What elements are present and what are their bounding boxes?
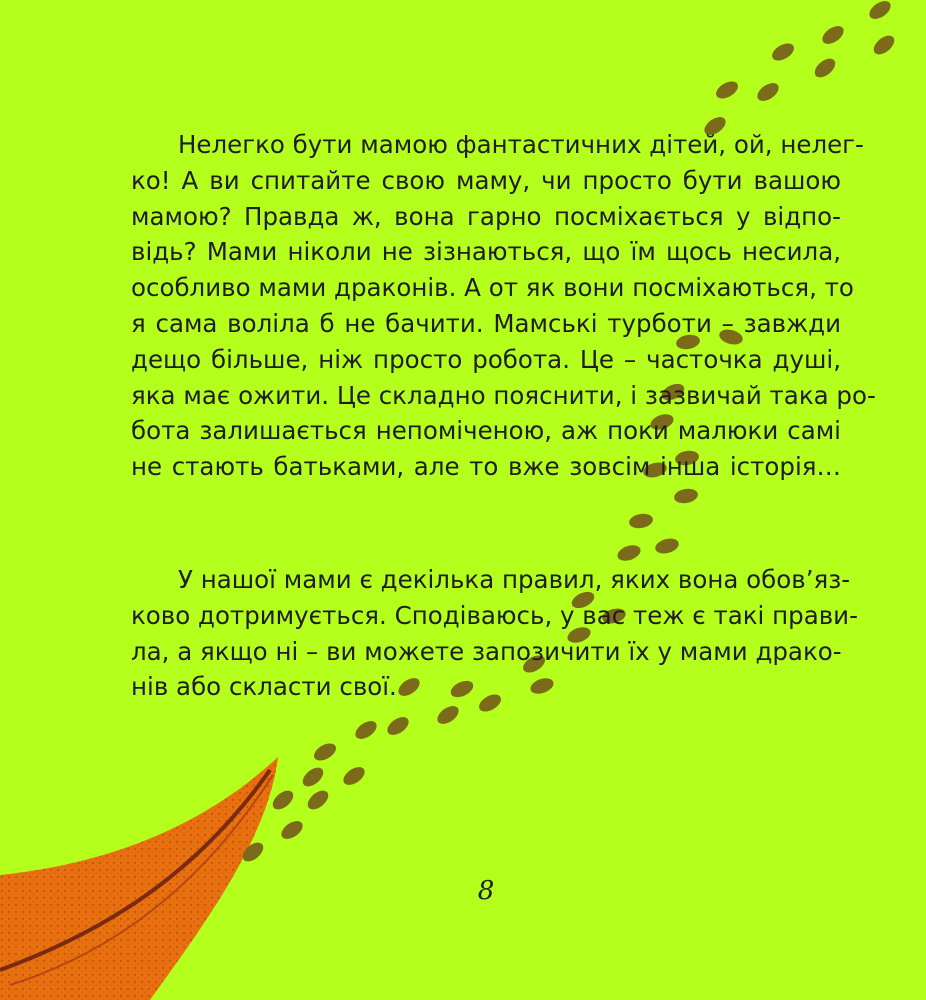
footprint-mark [340, 763, 368, 788]
footprint-mark [384, 713, 412, 738]
text-line: яка має ожити. Це складно пояснити, і зазвичай така ро- [131, 380, 876, 410]
footprint-mark [628, 512, 654, 530]
text-line: особливо мами драконів. А от як вони посміхаються, то [131, 273, 854, 303]
footprint-mark [299, 764, 326, 790]
footprint-mark [754, 79, 782, 104]
paragraph-2 [131, 562, 858, 705]
footprint-mark [269, 787, 296, 813]
footprint-mark [769, 40, 797, 64]
text-line: ла, а якщо ні – ви можете запозичити їх у мами драко- [131, 636, 842, 666]
footprint-mark [866, 0, 894, 23]
text-line: ково дотримується. Сподіваюсь, у вас теж є такі прави- [131, 600, 858, 630]
footprint-mark [673, 487, 699, 505]
text-line: мамою? Правда ж, вона гарно посміхається у відпо- [131, 201, 841, 231]
footprint-mark [304, 787, 331, 813]
text-line: бота залишається непоміченою, аж поки малюки самі [131, 416, 841, 446]
text-line: дещо більше, ніж просто робота. Це – часточка душі, [131, 344, 841, 374]
footprint-mark [713, 78, 741, 102]
text-line: У нашої мами є декілька правил, яких вона обов’яз- [178, 565, 851, 594]
footprint-mark [870, 32, 897, 58]
text-line: Нелегко бути мамою фантастичних дітей, ой, нелег- [178, 130, 864, 159]
paragraph-1 [131, 127, 876, 485]
footprint-mark [434, 702, 462, 727]
footprint-mark [311, 740, 339, 764]
footprint-mark [654, 536, 681, 556]
text-line: я сама воліла б не бачити. Мамські турботи – завжди [131, 308, 841, 338]
text-line: не стають батьками, але то вже зовсім інша історія… [131, 452, 841, 482]
footprint-mark [819, 22, 847, 47]
footprint-mark [811, 55, 838, 81]
dragon-tail-illustration [0, 757, 278, 1000]
text-line: нів або скласти свої. [131, 672, 397, 702]
text-line: ко! А ви спитайте свою маму, чи просто бути вашою [131, 165, 841, 195]
text-line: відь? Мами ніколи не зізнаються, що їм щось несила, [131, 237, 841, 267]
page-number: 8 [477, 876, 495, 906]
footprint-mark [278, 817, 306, 842]
footprint-mark [352, 717, 380, 742]
footprint-mark [615, 542, 642, 563]
